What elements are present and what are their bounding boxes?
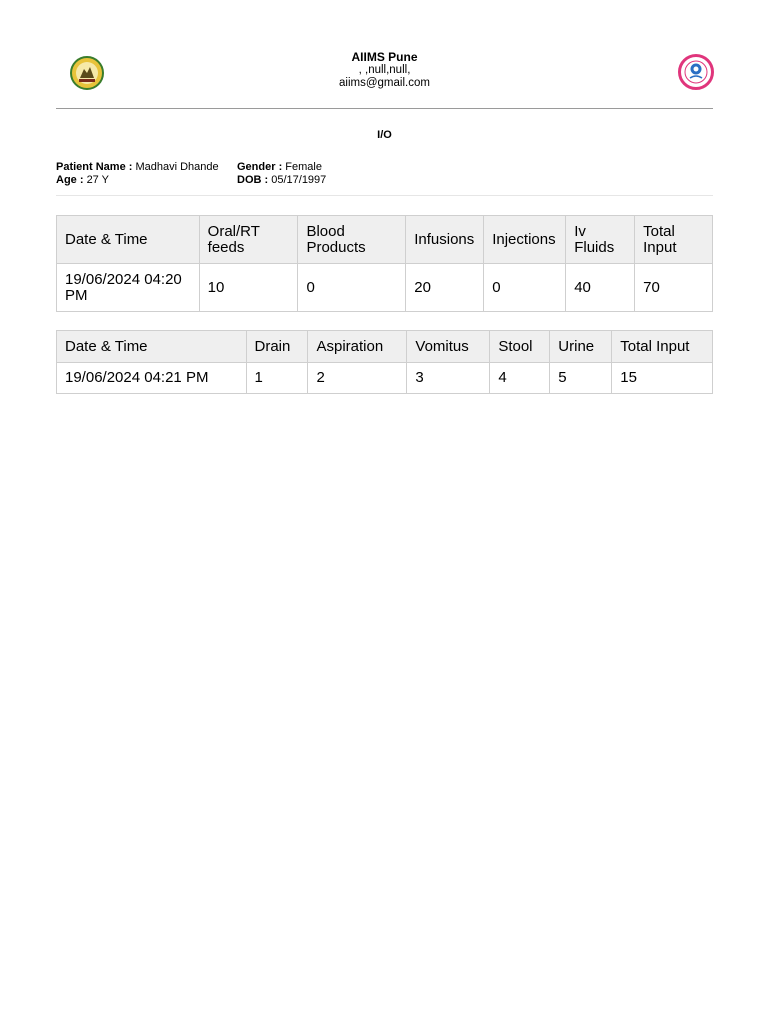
age-label: Age : bbox=[56, 174, 84, 186]
output-cell: 4 bbox=[490, 363, 550, 394]
patient-dob: 05/17/1997 bbox=[271, 174, 327, 186]
intake-header-row bbox=[57, 216, 713, 264]
report-page bbox=[56, 0, 713, 394]
output-cell: 15 bbox=[612, 363, 713, 394]
intake-cell: 0 bbox=[484, 264, 566, 312]
intake-header-cell: Injections bbox=[484, 216, 566, 264]
intake-header-cell: Infusions bbox=[406, 216, 484, 264]
report-header bbox=[56, 0, 713, 109]
dob-label: DOB : bbox=[237, 174, 269, 186]
output-cell: 3 bbox=[407, 363, 490, 394]
output-header-cell: Aspiration bbox=[308, 331, 407, 363]
output-cell: 1 bbox=[246, 363, 308, 394]
intake-cell: 70 bbox=[635, 264, 713, 312]
intake-header-cell: Iv Fluids bbox=[566, 216, 635, 264]
patient-name-label: Patient Name : bbox=[56, 161, 133, 173]
intake-cell: 20 bbox=[406, 264, 484, 312]
hospital-info bbox=[56, 51, 713, 90]
hospital-name: AIIMS Pune bbox=[351, 50, 418, 64]
output-table bbox=[56, 330, 713, 394]
output-header-row bbox=[57, 331, 713, 363]
intake-cell: 0 bbox=[298, 264, 406, 312]
intake-header-cell: Total Input bbox=[635, 216, 713, 264]
output-header-cell: Stool bbox=[490, 331, 550, 363]
table-row bbox=[57, 363, 713, 394]
intake-header-cell: Date & Time bbox=[57, 216, 200, 264]
output-cell: 2 bbox=[308, 363, 407, 394]
table-row bbox=[57, 264, 713, 312]
patient-name: Madhavi Dhande bbox=[135, 161, 219, 173]
hospital-email: aiims@gmail.com bbox=[339, 77, 430, 89]
intake-cell: 40 bbox=[566, 264, 635, 312]
output-header-cell: Date & Time bbox=[57, 331, 247, 363]
intake-cell: 10 bbox=[199, 264, 298, 312]
output-header-cell: Vomitus bbox=[407, 331, 490, 363]
output-header-cell: Total Input bbox=[612, 331, 713, 363]
gender-label: Gender : bbox=[237, 161, 283, 173]
intake-table bbox=[56, 215, 713, 312]
output-header-cell: Urine bbox=[550, 331, 612, 363]
patient-age: 27 Y bbox=[86, 174, 109, 186]
patient-info bbox=[56, 161, 713, 196]
output-cell: 5 bbox=[550, 363, 612, 394]
accreditation-logo-icon bbox=[678, 54, 714, 90]
patient-gender: Female bbox=[285, 161, 322, 173]
output-header-cell: Drain bbox=[246, 331, 308, 363]
report-title: I/O bbox=[377, 129, 392, 141]
intake-cell: 19/06/2024 04:20 PM bbox=[57, 264, 200, 312]
hospital-address: , ,null,null, bbox=[358, 64, 411, 76]
intake-header-cell: Oral/RT feeds bbox=[199, 216, 298, 264]
output-cell: 19/06/2024 04:21 PM bbox=[57, 363, 247, 394]
intake-header-cell: Blood Products bbox=[298, 216, 406, 264]
